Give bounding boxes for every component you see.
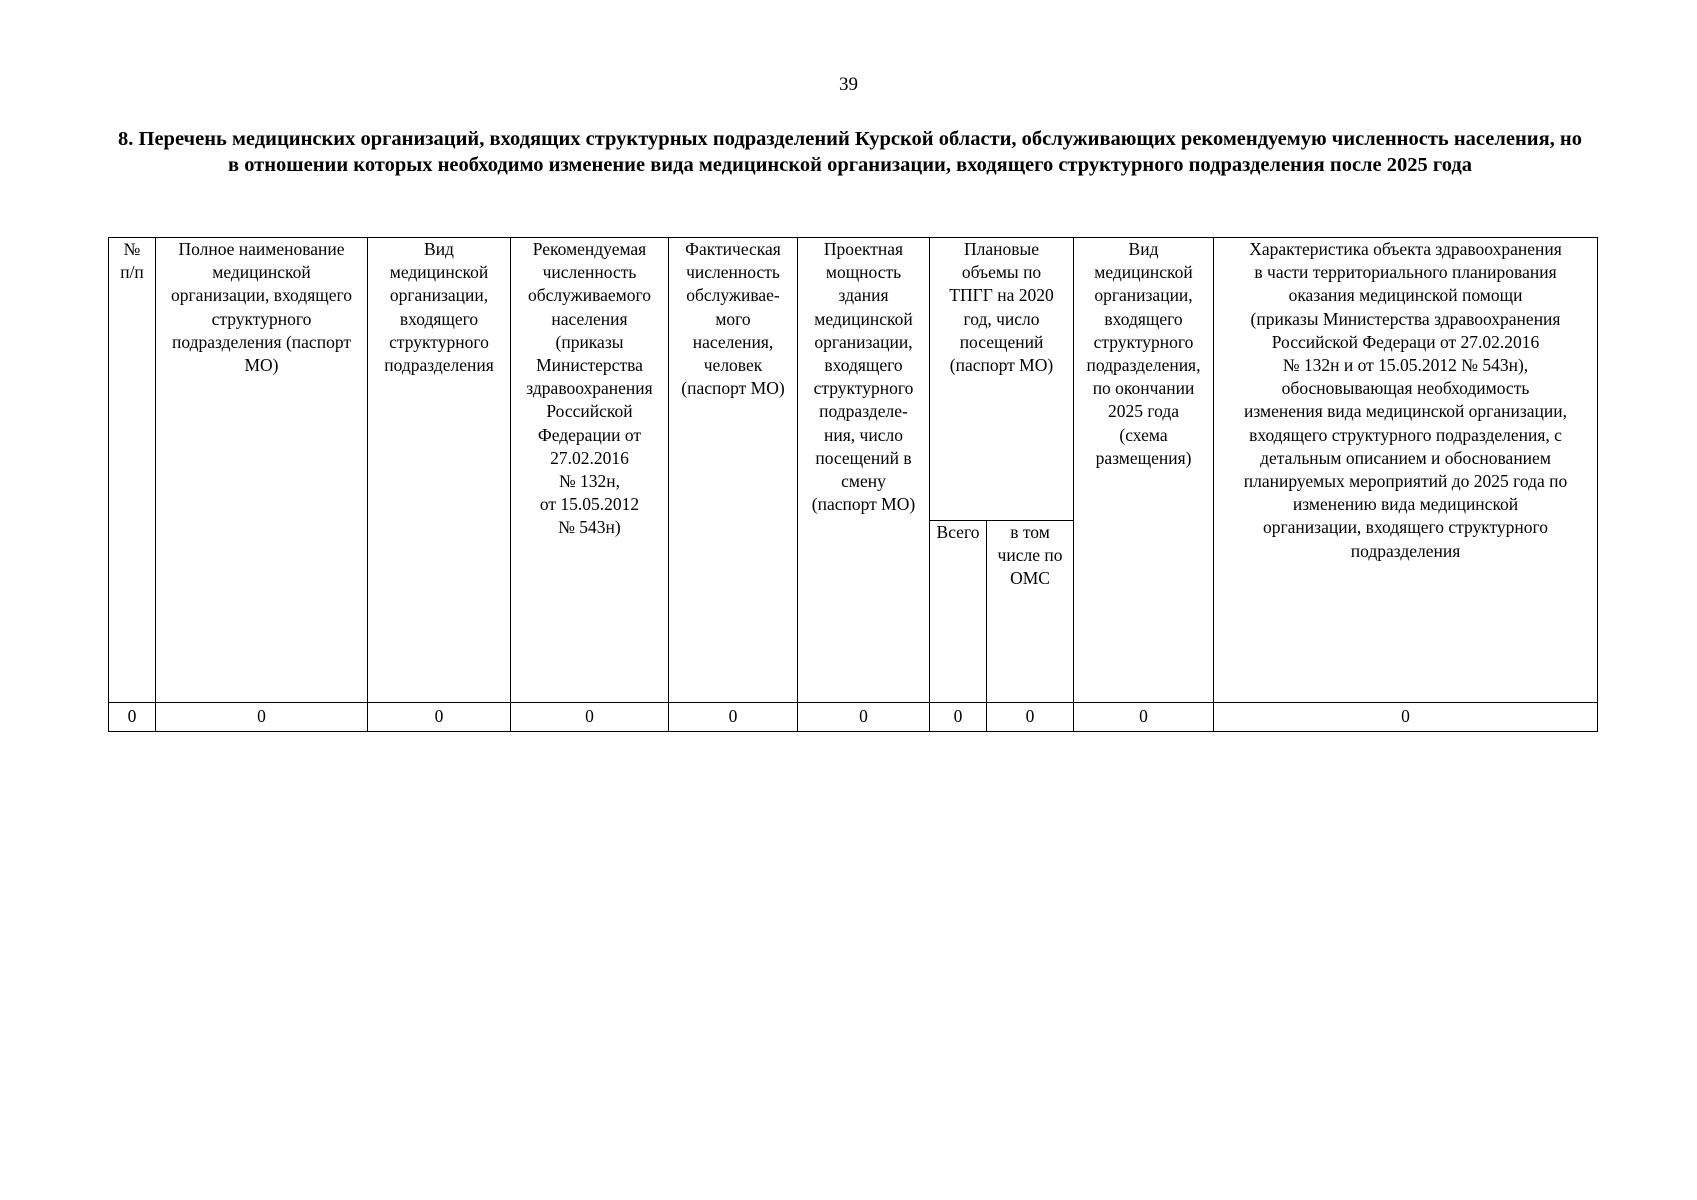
cell-num-total: 0 [109,703,156,732]
header-planned-volumes: Плановые объемы по ТПГГ на 2020 год, число посещений (паспорт МО) [930,238,1074,521]
header-design-capacity: Проектная мощность здания медицинской организации, входящего структурного подразделе- ния, число посещений в смену (паспорт МО) [798,238,930,703]
cell-planned-oms-total: 0 [987,703,1074,732]
page-title: 8. Перечень медицинских организаций, входящих структурных подразделений Курской области, обслуживающих рекомендуемую численность населения, но в отношении которых необходимо изменение вида медицинской организации, входящего структурного подразделения после 2025 года [118,128,1582,176]
page-number: 39 [839,74,858,95]
cell-planned-total: 0 [930,703,987,732]
header-recommended-population: Рекомендуемая численность обслуживаемого населения (приказы Министерства здравоохранения Российской Федерации от 27.02.2016 № 132н, от 15.05.2012 № 543н) [511,238,669,703]
cell-actual-total: 0 [669,703,798,732]
header-planned-oms: в том числе по ОМС [987,521,1074,703]
header-actual-population: Фактическая численность обслуживае- мого населения, человек (паспорт МО) [669,238,798,703]
header-row-top [109,238,1598,521]
cell-name-total: 0 [156,703,368,732]
cell-characteristic-total: 0 [1214,703,1598,732]
organizations-table [108,237,1598,732]
header-kind: Вид медицинской организации, входящего структурного подразделения [368,238,511,703]
header-num: № п/п [109,238,156,703]
table-row [109,703,1598,732]
header-characteristic: Характеристика объекта здравоохранения в части территориального планирования оказания медицинской помощи (приказы Министерства здравоохранения Российской Федераци от 27.02.2016 № 132н и от 15.05.2012 № 543н), обосновывающая необходимость изменения вида медицинской организации, входящего структурного подразделения, с детальным описанием и обоснованием планируемых мероприятий до 2025 года по изменению вида медицинской организации, входящего структурного подразделения [1214,238,1598,703]
header-kind-after-2025: Вид медицинской организации, входящего структурного подразделения, по окончании 2025 года (схема размещения) [1074,238,1214,703]
cell-kind-total: 0 [368,703,511,732]
cell-capacity-total: 0 [798,703,930,732]
header-name: Полное наименование медицинской организации, входящего структурного подразделения (паспорт МО) [156,238,368,703]
cell-kind-after-total: 0 [1074,703,1214,732]
header-planned-total: Всего [930,521,987,703]
cell-recommended-total: 0 [511,703,669,732]
